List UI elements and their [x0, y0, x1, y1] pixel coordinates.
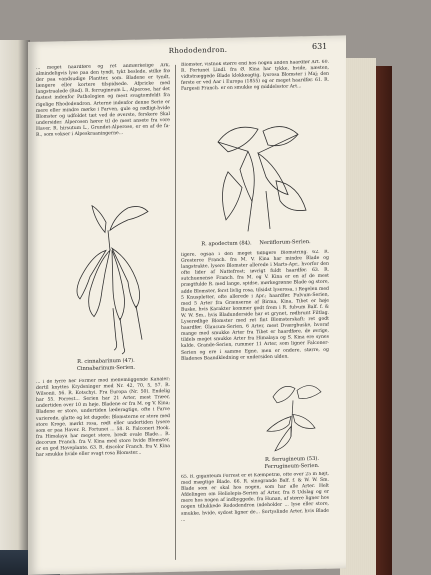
left-figure-caption [46, 357, 166, 373]
right-bottom-figure-name: R. ferrugineum (53). [264, 455, 320, 464]
left-figure-name: R. cinnabarinum (47). [77, 357, 135, 365]
previous-page-edge [0, 40, 30, 575]
right-column-wrap-text [181, 369, 251, 465]
left-figure-series: Cinnabarinum-Serien. [76, 364, 136, 372]
right-top-figure-name: R. apodectum (84). [201, 240, 252, 248]
column-divider [175, 65, 176, 560]
left-column-top-text: ... meget haardføre og ret anmærkelige Ark, almindeligvis lyse paa den tyndt, tykt beslede, stilke frø der paa vandsudige Plantter, som. Bladene er tyndt, længere eller kortere tilspidsede. Afpricke med langstraalede (Rod). R. ferrugineum L., Alperose, har det fastest indenfor Pathologien og mest svagtomfeldt fra rigelige Rhododendron. Arterne indenfor denne Serie er mere eller mindre mørke i Farven, gule og rødligt-hvide Blomster og udfoldet tæt ved de øverste, ferskere Skal undersider. Alperosen hører til de mest ansete fra vore Haver. R. hirsutum L., Grundet-Alperose, er en af de fa- R., som vokser i Alpeskraaningerne... [36, 63, 170, 138]
page-number: 631 [312, 41, 328, 52]
ferrugineum-illustration [253, 366, 331, 458]
right-column-middle-text: ligere, ogsaa i den meget tidligere Blomstring. 62. R. Gresterce Franch. fra M. V. Kina har mindre Blade og langstrakte, lysere Blomster allerede i Marts-Apr., hvorfor den ofte lider af Nattefrost; iøvrigt fuldt haardfør. 63. R. sutchuenense Franch. fra M. og V. Kina er en af de mest prægtfulde R. med lange, spidse, mørkegrønne Blade og store, adde Blomster, ferst livlig rosa, tilsidst lyserosa, i Regelen med 5 Knuspletter, ofte allerede i Apr.; haardfør. Fulvum-Serien, med 5 Arter fra Grænserne af Birma, Kina, Tibet er høje Buske, hvis Karakter kommer godt frem i R. fulvum Balf. f. & W. W. Sm., hvis Bladunderside har et grynet, rødbrunt Filtlag. Lyserødlige Blomster med ret fint Blomsterskaft; ret godt haardfør. Glaucum-Serien, 6 Arter, mest Dværgbuske, hvoraf mange med smukke Arter fra Tibet er haardføre, de øvrige, tildels meget smukke Arter fra Himalaya og S. Kina ere synes kalde. Grande-Serien, rummer 11 Arter, som ligner Falconer-Serien og ere i samme Egne, men er ondere, større, og Bladenes Baandkledning er undersiden ulden. [181, 249, 329, 362]
right-column-top-text: Blomster, vistnok større end hos nogen anden haardfør Art. 60. R. Fortunei Lindl. fra Ø. Kina har tykke, hvide, næsten, vidtstræggede Blade klokkeagtig, lysrosa Blomster i Maj; den første er ved Aar i Europa (1855) og er meget haardfør. 61. R. Fargesii Franch. er en smukke og middelsstor Art... [181, 59, 329, 93]
right-top-figure-series: Neriiflorum-Serien. [259, 239, 311, 247]
apodectum-illustration [188, 100, 328, 243]
right-bottom-figure-series: Ferrugineum-Serien. [264, 462, 320, 470]
book-page [28, 35, 346, 575]
right-column-bottom-text: 65. R. giganteum Forrest er et Kæmpetræ, ofte over 25 m højt, med mægtige Blade. 66. R. sinogrande Balf. f. & W. W. Sm. Blade som er skal hos nogen, som har alle Arter. Helt Afdelingen om Heliolepis-Serien af Arter, fra 8 Udslag og er mere hos nogen af indbyggede, fra Hunan, af større ligner hos nogen tillukkede Rododendron indeholder ... lyse eller store, smukke, hvide, sydost ligner de... Sortyslinde Arter, hvis Blade ... [181, 471, 329, 523]
cinnabarinum-illustration [50, 189, 160, 356]
right-bottom-figure-caption [253, 456, 331, 471]
left-column-bottom-text: ... i de fyrre her Former mod mellemliggende Kanaler; dertil knyttes Krydsninger med Nr. 42, 70, 5, 57. R. Wilsonii. 56. R. Kotschyi. Fra Europa (Nr. 50). Endelig har 55. Forrest... Serien har 21 Arter, mest Træer, undertiden over 10 m høje. Bladene er fra M. og V. Kina; Bladene er store, undertiden læderagtige, ofte i Farve varierede, glatte og let dugede; Blomsterne er store med store Kroge, mørkt rosa, rødt eller undertiden lysere som er paa Haver. R. Fortunei ... 58. R. Falconeri Hook. fra Himalaya har meget store, bredt ovale Blade... R. decorum Franch. fra V. Kina med store hvide Blomster, er en god Haveplante. 63. R. discolor Franch. fra V. Kina har smukke hvide eller svagt rosa Blomster... [36, 377, 170, 458]
running-title: Rhododendron. [168, 45, 228, 56]
